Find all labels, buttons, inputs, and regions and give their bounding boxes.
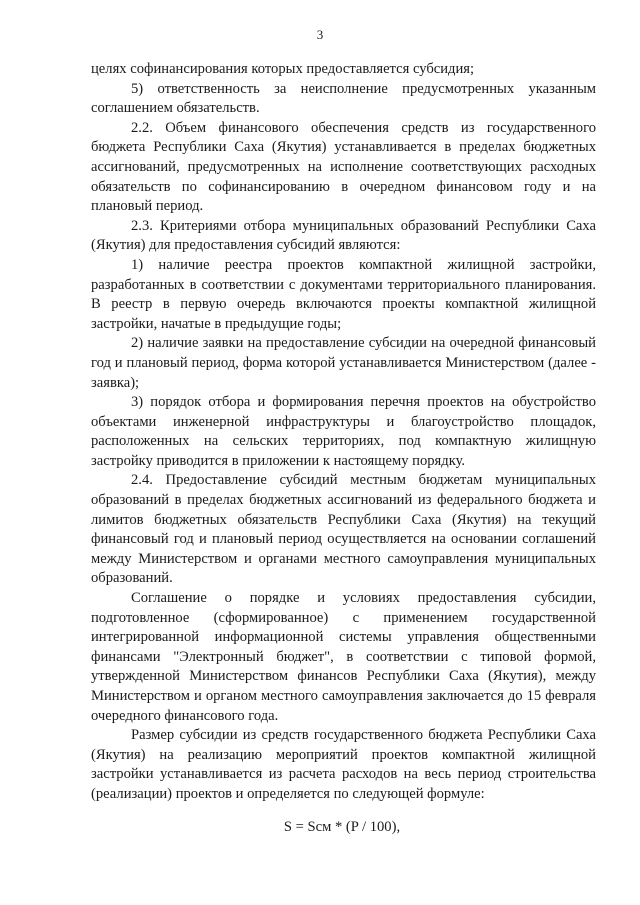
paragraph-3: 2.2. Объем финансового обеспечения средств из государственного бюджета Республики Саха (Якутия) устанавливается в пределах бюджетных ассигнований, предусмотренных на исполнение соответствующих расходных обязательств по софинансированию в очередном финансовом году и на плановый период. [91, 119, 596, 215]
paragraph-6: 2) наличие заявки на предоставление субсидии на очередной финансовый год и плановый период, форма которой устанавливается Министерством (далее - заявка); [91, 335, 596, 391]
paragraph-8: 2.4. Предоставление субсидий местным бюджетам муниципальных образований в пределах бюджетных ассигнований из федерального бюджета и лимитов бюджетных обязательств Республики Саха (Якутия) на текущий финансовый год и плановый период осуществляется на основании соглашений между Министерством и органами местного самоуправления муниципальных образований. [91, 472, 596, 587]
subsidy-formula: S = Sсм * (P / 100), [283, 819, 401, 835]
paragraph-4: 2.3. Критериями отбора муниципальных образований Республики Саха (Якутия) для предоставления субсидий являются: [91, 217, 596, 254]
paragraph-5: 1) наличие реестра проектов компактной жилищной застройки, разработанных в соответствии с документами территориального планирования. В реестр в первую очередь включаются проекты компактной жилищной застройки, начатые в предыдущие годы; [91, 256, 596, 332]
paragraph-2: 5) ответственность за неисполнение предусмотренных указанным соглашением обязательств. [91, 80, 596, 117]
document-body [91, 60, 596, 805]
paragraph-9: Соглашение о порядке и условиях предоставления субсидии, подготовленное (сформированное) с применением государственной интегрированной информационной системы управления общественными финансами "Электронный бюджет", в соответствии с типовой формой, утвержденной Министерством финансов Республики Саха (Якутия), между Министерством и органом местного самоуправления заключается до 15 февраля очередного финансового года. [91, 590, 596, 724]
paragraph-1: целях софинансирования которых предоставляется субсидия; [91, 61, 475, 77]
paragraph-7: 3) порядок отбора и формирования перечня проектов на обустройство объектами инженерной инфраструктуры и благоустройство площадок, расположенных на сельских территориях, под компактную жилищную застройку приводится в приложении к настоящему порядку. [91, 394, 596, 469]
page-number: 3 [316, 27, 324, 42]
paragraph-10: Размер субсидии из средств государственного бюджета Республики Саха (Якутия) на реализацию мероприятий проектов компактной жилищной застройки устанавливается из расчета расходов на весь период строительства (реализации) проектов и определяется по следующей формуле: [91, 727, 596, 802]
